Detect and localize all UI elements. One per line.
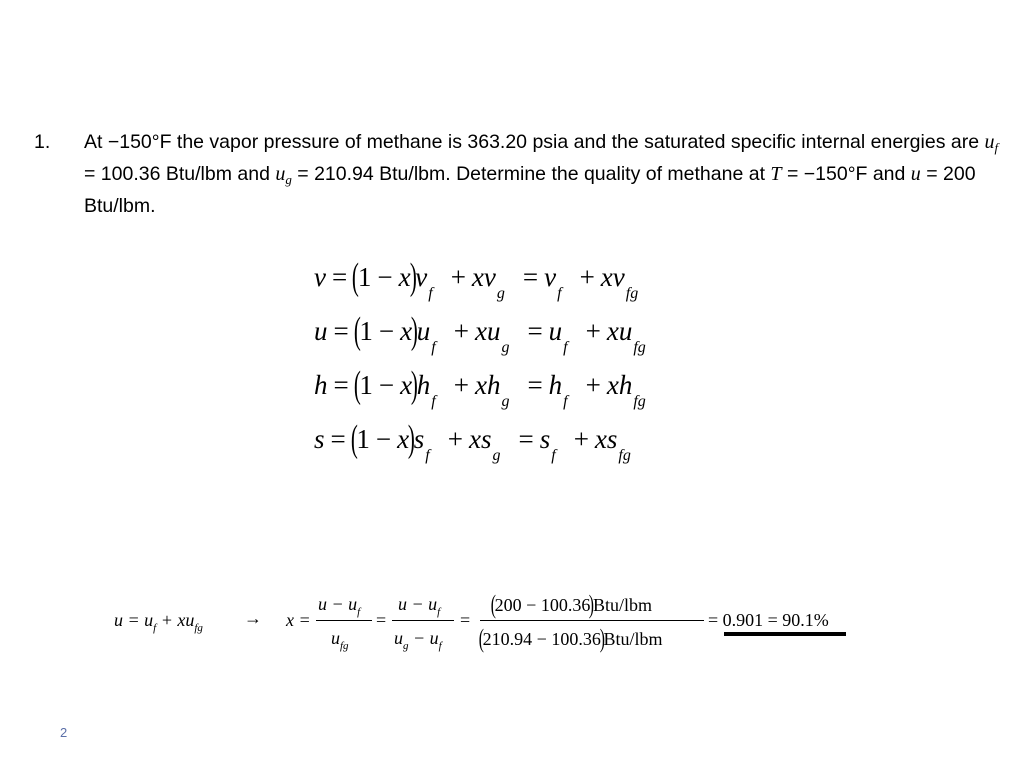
- temperature-symbol: T: [770, 163, 782, 185]
- fraction-bar: [480, 620, 704, 621]
- page-number: 2: [60, 725, 68, 740]
- fraction-3-denominator: (210.94 − 100.36)Btu/lbm: [478, 624, 663, 653]
- problem-text: At −150°F the vapor pressure of methane is 363.20 psia and the saturated specific internal energies are $u_f = 100.36$ Btu/lbm and $u_g = 210.94$ Btu/lbm. Determine the quality of methane at T = −150°F and u = 200 Btu/lbm.: [84, 131, 999, 217]
- quality-result: = 0.901 = 90.1%: [708, 610, 829, 630]
- uf-symbol: u: [984, 131, 995, 153]
- equals-sign: =: [376, 610, 387, 630]
- equation-row: s = (1 − x)sf+ xsg= sf+ xsfg: [314, 418, 631, 464]
- fraction-bar: [392, 620, 454, 621]
- quality-equations: [314, 250, 658, 466]
- fraction-3-numerator: (200 − 100.36)Btu/lbm: [490, 590, 653, 619]
- u-symbol: u: [910, 163, 921, 185]
- result-double-underline: [724, 632, 846, 636]
- arrow-icon: →: [244, 608, 262, 628]
- problem-statement: [34, 129, 1009, 220]
- equation-row: h = (1 − x)hf+ xhg= hf+ xhfg: [314, 364, 646, 410]
- equation-row: v = (1 − x)vf+ xvg= vf+ xvfg: [314, 256, 639, 302]
- problem-number: 1.: [34, 131, 51, 153]
- quality-solution: [114, 590, 874, 654]
- equation-row: u = (1 − x)uf+ xug= uf+ xufg: [314, 310, 646, 356]
- quality-symbol: x =: [286, 610, 311, 630]
- fraction-1-denominator: $u_{fg}$: [331, 628, 349, 652]
- fraction-1-numerator: $u - u_f$: [318, 594, 361, 618]
- internal-energy-relation: $u = u_f + xu_{fg}$: [114, 610, 203, 634]
- fraction-bar: [316, 620, 372, 621]
- equals-sign: =: [460, 610, 471, 630]
- fraction-2-numerator: $u - u_f$: [398, 594, 441, 618]
- fraction-2-denominator: $u_g - u_f$: [394, 628, 442, 652]
- ug-symbol: u: [275, 163, 286, 185]
